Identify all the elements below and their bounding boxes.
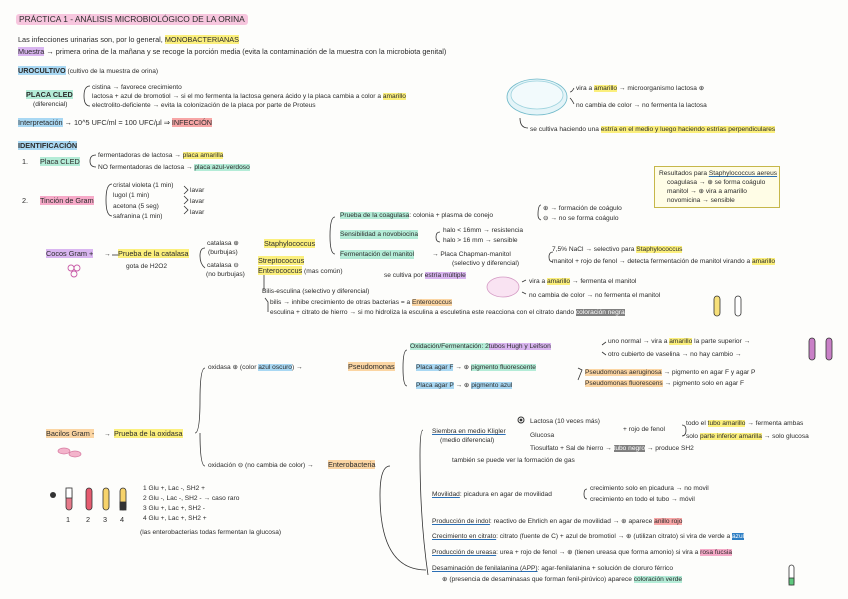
fenilalanina-line-2: ⊕ (presencia de desaminasas que forman fenil-pirúvico) aparece coloración verde <box>442 576 683 583</box>
resultados-coagulasa: coagulasa → ⊕ se forma coágulo <box>667 179 766 186</box>
kligler-gas: también se puede ver la formación de gas <box>452 457 575 464</box>
chapman-note: (selectivo y diferencial) <box>452 260 520 267</box>
movilidad-1: crecimiento solo en picadura → no movil <box>590 485 709 492</box>
manitol-label: Fermentación del manitol <box>340 251 415 258</box>
fenilalanina-line: Desaminación de fenilalanina (APP): agar-fenilalanina + solución de cloruro férrico <box>432 565 673 572</box>
gram-step-cristal: cristal violeta (1 min) <box>113 182 174 189</box>
bilis-esculina-label: Bilis-esculina (selectivo y diferencial) <box>262 288 370 295</box>
kligler-tiosulfato: Tiosulfato + Sal de hierro → tubo negro → produce SH2 <box>530 445 694 452</box>
movilidad-line: Movilidad: picadura en agar de movilidad <box>432 491 552 498</box>
bilis-line: bilis → inhibe crecimiento de otras bacterias = a Enterococcus <box>270 299 452 306</box>
lavar-3: lavar <box>190 209 205 216</box>
resultados-title: Resultados para Staphylococcus aereus <box>659 170 778 177</box>
arrow: → <box>104 431 111 438</box>
tube-result-1: 1 Glu +, Lac -, SH2 + <box>143 485 205 492</box>
cled-cistina: cistina → favorece crecimiento <box>92 84 182 91</box>
tube-number-4: 4 <box>120 515 125 524</box>
urocultivo-heading <box>18 66 158 76</box>
diferencial-note: (diferencial) <box>33 101 68 108</box>
of-vaselina: otro cubierto de vaselina → no hay cambio → <box>608 351 742 358</box>
urocultivo-note: (cultivo de la muestra de orina) <box>65 68 159 75</box>
oxidasa-test: Prueba de la oxidasa <box>114 429 183 438</box>
catalasa-neg: catalasa ⊖ <box>207 262 239 269</box>
aeruginosa-line: Pseudomonas aeruginosa → pigmento en agar F y agar P <box>585 369 756 376</box>
monobacterianas-highlight: MONOBACTERIANAS <box>164 35 240 44</box>
catalasa-pos: catalasa ⊕ <box>207 240 239 247</box>
interpretacion-formula: → 10^5 UFC/ml = 100 UFC/μl ⇒ <box>62 118 172 127</box>
enterococcus-line: Enterococcus (mas común) <box>258 266 343 275</box>
bacilos-gram-neg: Bacilos Gram - <box>46 429 95 438</box>
tincion-gram-label: Tinción de Gram <box>40 196 94 205</box>
coagulasa-neg: ⊖ → no se forma coágulo <box>543 215 619 222</box>
arrow: → <box>104 251 111 258</box>
novobiocina-sensible: halo > 16 mm → sensible <box>443 237 518 244</box>
tube-result-2: 2 Glu -, Lac -, SH2 - → caso raro <box>143 495 240 502</box>
tube-result-4: 4 Glu +, Lac +, SH2 + <box>143 515 207 522</box>
gram-step-safranina: safranina (1 min) <box>113 213 163 220</box>
tubes-note: (las enterobacterias todas fermentan la glucosa) <box>140 529 282 536</box>
burbujas: (burbujas) <box>208 249 238 256</box>
kligler-glucosa: Glucosa <box>530 432 555 439</box>
coagulasa-pos: ⊕ → formación de coágulo <box>543 205 622 212</box>
tube-number-2: 2 <box>86 515 91 524</box>
cled-lactosa: lactosa + azul de bromotiol → si el mo fermenta la lactosa genera ácido y la placa cambia a color a amarillo <box>92 93 406 100</box>
fluorescens-line: Pseudomonas fluorescens → pigmento solo en agar F <box>585 380 745 387</box>
urocultivo-label: UROCULTIVO <box>18 66 66 75</box>
intro-text: Las infecciones urinarias son, por lo general, <box>18 35 165 44</box>
oxidasa-pos: oxidasa ⊕ (color azul oscuro) → <box>208 364 303 371</box>
kligler-r2: solo parte inferior amarilla → solo glucosa <box>686 433 809 440</box>
tube-number-3: 3 <box>103 515 108 524</box>
dish-streak-note: se cultiva haciendo una estría en el medio y luego haciendo estrías perpendiculares <box>530 126 776 133</box>
streptococcus-label: Streptococcus <box>258 256 305 265</box>
no-burbujas: (no burbujas) <box>206 271 245 278</box>
resultados-novomicina: novomicina → sensible <box>667 197 735 204</box>
gota-h2o2: gota de H2O2 <box>126 263 168 270</box>
of-line: Oxidación/Fermentación: 2tubos Hugh y Leifson <box>410 343 551 350</box>
muestra-text: → primera orina de la mañana y se recoge la porción media (evita la contaminación de la muestra con la microbiota genital) <box>44 47 447 56</box>
lavar-1: lavar <box>190 187 205 194</box>
novobiocina-resistente: halo < 16mm → resistencia <box>443 227 524 234</box>
placa-f-line: Placa agar F → ⊕ pigmento fluorescente <box>416 364 536 371</box>
kligler-rojo: + rojo de fenol <box>623 426 665 433</box>
chapman-label: → Placa Chapman-manitol <box>432 251 511 258</box>
no-fermentadoras-line: NO fermentadoras de lactosa → placa azul-verdoso <box>98 164 250 171</box>
pseudomonas-label: Pseudomonas <box>348 362 395 371</box>
staphylococcus-label: Staphylococcus <box>264 239 316 248</box>
manitol-rojo-line: manitol + rojo de fenol → detecta fermentación de manitol virando a amarillo <box>552 258 776 265</box>
interpretacion-line <box>18 118 212 127</box>
kligler-note: (medio diferencial) <box>440 437 495 444</box>
kligler-label: Siembra en medio Kligler <box>432 428 506 435</box>
step-2-number: 2. <box>22 196 29 205</box>
dish-result-nochange: no cambia de color → no fermenta la lactosa <box>576 102 707 109</box>
enterobacteria-label: Enterobacteria <box>328 460 376 469</box>
kligler-r1: todo el tubo amarillo → fermenta ambas <box>686 420 804 427</box>
page-title: PRÁCTICA 1 - ANÁLISIS MICROBIOLÓGICO DE LA ORINA <box>16 14 248 25</box>
citrato-line: Crecimiento en citrato: citrato (fuente de C) + azul de bromotiol → ⊕ (utilizan citrato) si vira de verde a azul <box>432 533 745 540</box>
ureasa-line: Producción de ureasa: urea + rojo de fenol → ⊕ (tienen ureasa que forma amonio) si vira a rosa fucsia <box>432 549 733 556</box>
gram-step-lugol: lugol (1 min) <box>113 192 150 199</box>
lavar-2: lavar <box>190 198 205 205</box>
step-1-number: 1. <box>22 157 29 166</box>
fermentadoras-line: fermentadoras de lactosa → placa amarilla <box>98 152 224 159</box>
manitol-vira: vira a amarillo → fermenta el manitol <box>529 278 637 285</box>
placa-cled-id: Placa CLED <box>40 157 80 166</box>
movilidad-2: crecimiento en todo el tubo → móvil <box>590 496 695 503</box>
dish-result-yellow: vira a amarillo → microorganismo lactosa ⊕ <box>576 85 705 92</box>
muestra-line <box>18 47 446 56</box>
placa-cled-label: PLACA CLED <box>26 90 73 99</box>
of-normal: uno normal → vira a amarillo la parte superior → <box>608 338 751 345</box>
estria-line: se cultiva por estría múltiple <box>384 272 466 279</box>
novobiocina-label: Sensibilidad a novobiocina <box>340 231 419 238</box>
intro-line <box>18 35 239 44</box>
muestra-label: Muestra <box>18 47 45 56</box>
identificacion-heading: IDENTIFICACIÓN <box>18 141 78 150</box>
tube-number-1: 1 <box>66 515 71 524</box>
esculina-line: esculina + citrato de hierro → si mo hidroliza la esculina a esculetina este reacciona con el citrato dando coloración negra <box>270 309 625 316</box>
resultados-manitol: manitol → ⊕ vira a amarillo <box>667 188 747 195</box>
tube-result-3: 3 Glu +, Lac +, SH2 - <box>143 505 205 512</box>
cocos-gram-pos: Cocos Gram + <box>46 249 94 258</box>
manitol-nocambia: no cambia de color → no fermenta el manitol <box>529 292 661 299</box>
oxidasa-neg: oxidación ⊖ (no cambia de color) → <box>208 462 314 469</box>
nacl-line: 7,5% NaCl → selectivo para Staphylococcus <box>552 246 683 253</box>
indol-line: Producción de indol: reactivo de Ehrlich en agar de movilidad → ⊕ aparece anillo rojo <box>432 518 683 525</box>
gram-step-acetona: acetona (5 seg) <box>113 203 159 210</box>
coagulasa-line: Prueba de la coagulasa: colonia + plasma de conejo <box>340 212 494 219</box>
cled-electrolito: electrolito-deficiente → evita la colonización de la placa por parte de Proteus <box>92 102 316 109</box>
catalasa-test: Prueba de la catalasa <box>118 249 189 258</box>
interpretacion-label: Interpretación <box>18 118 63 127</box>
placa-p-line: Placa agar P → ⊕ pigmento azul <box>416 382 513 389</box>
infeccion-highlight: INFECCIÓN <box>171 118 213 127</box>
kligler-lactosa: Lactosa (10 veces más) <box>530 418 600 425</box>
